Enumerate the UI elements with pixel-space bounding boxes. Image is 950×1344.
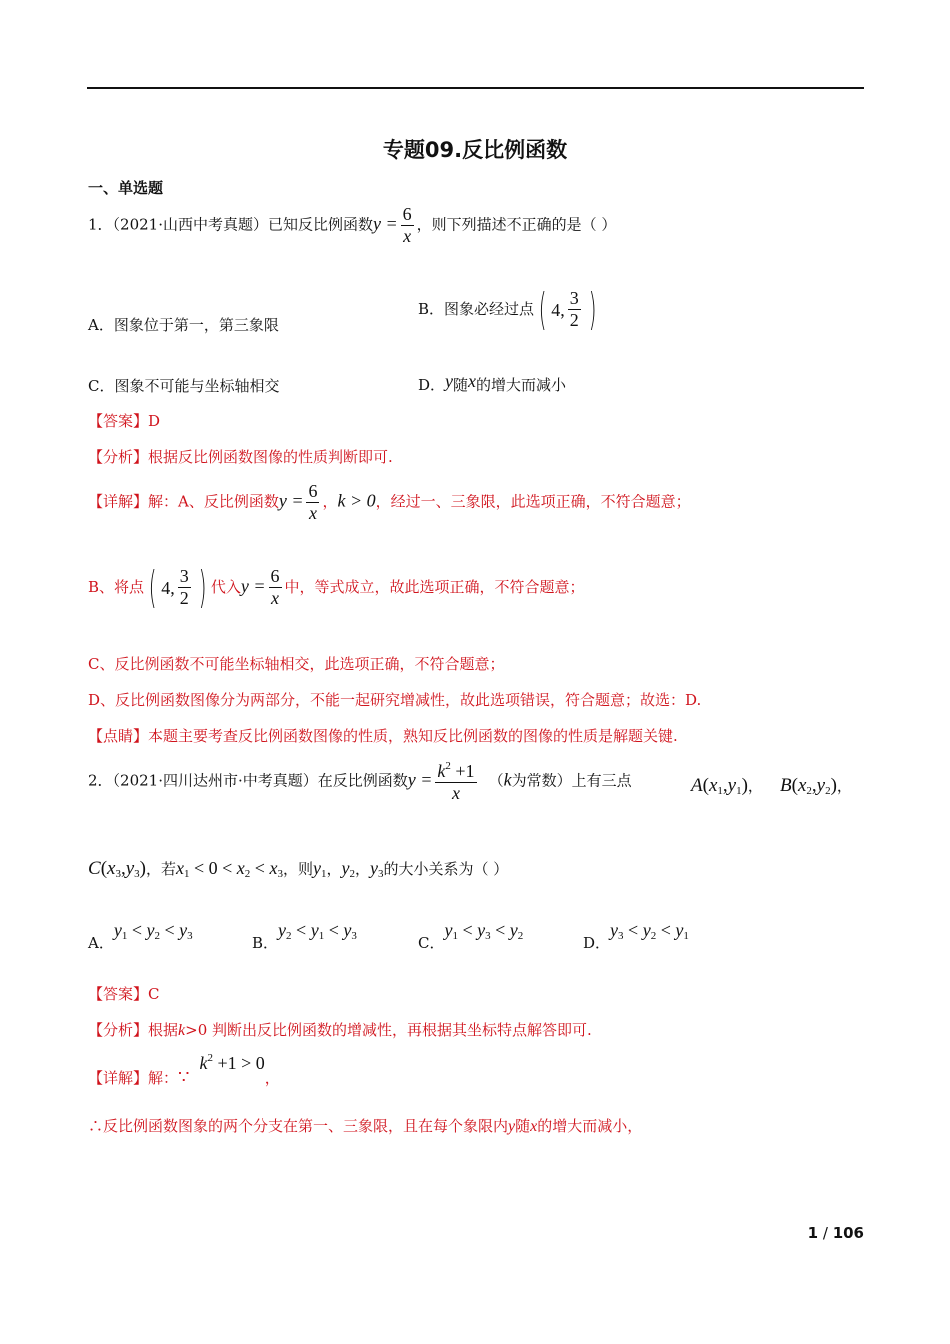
q1-option-d-x: x: [468, 371, 477, 391]
q1-fn-num: 6: [402, 204, 412, 224]
q1-fn-den: x: [403, 225, 412, 246]
q2-fn-k: k: [437, 761, 446, 781]
q2-then: ，则: [282, 860, 313, 878]
q1-option-b: [418, 284, 601, 335]
sep: ，: [354, 860, 370, 878]
q2-detail-expr: $k^2 +1 > 0$: [199, 1052, 265, 1073]
idx: 3: [115, 868, 121, 880]
q2-if: ，若: [145, 860, 176, 878]
q1-detail-b-post: 中，等式成立，故此选项正确，不符合题意；: [284, 578, 585, 596]
opt-label: B．: [252, 934, 279, 952]
q1-detail-b-fraction: [178, 567, 191, 608]
q2-tail: 的大小关系为（ ）: [383, 860, 509, 878]
idx: 1: [717, 785, 723, 797]
q1-detail-b-x: 4,: [161, 577, 175, 598]
sep: ，: [747, 777, 763, 795]
q2-point-a-label: A: [691, 775, 703, 796]
q1-detail-b-fn-num: 6: [270, 566, 280, 587]
q1-detail-comma: ，: [322, 492, 338, 511]
sep: ，: [836, 777, 852, 795]
q2-stem: [88, 760, 632, 803]
q2-answer: 【答案】C: [88, 985, 160, 1003]
q1-detail-fraction: [306, 482, 319, 523]
q1-detail-b-point: [144, 562, 211, 613]
q1-option-b-den: 2: [569, 310, 579, 331]
section-heading: 一、单选题: [88, 179, 164, 197]
opt-label: D．: [583, 934, 611, 952]
comma: ,: [811, 775, 817, 796]
comma: ，: [264, 1069, 280, 1087]
q1-option-a: A．图象位于第一，第三象限: [88, 316, 279, 334]
q1-detail-lhs: y =: [278, 490, 304, 511]
var-y: y: [727, 775, 737, 796]
comma: ,: [120, 858, 126, 879]
sep: ，: [326, 860, 342, 878]
header-rule: [87, 87, 864, 89]
left-paren-icon: (: [148, 562, 157, 613]
q2-stem-line2: [88, 858, 508, 880]
q1-detail-d: D、反比例函数图像分为两部分，不能一起研究增减性，故此选项错误，符合题意；故选：D.: [88, 691, 702, 709]
q1-analysis: 【分析】根据反比例函数图像的性质判断即可.: [88, 448, 393, 466]
q1-option-b-x: 4,: [551, 299, 565, 320]
q1-detail-c: C、反比例函数不可能坐标轴相交，此选项正确，不符合题意；: [88, 655, 505, 673]
var-x: x: [708, 775, 718, 796]
q2-note-k: k: [503, 769, 512, 790]
page-current: 1: [807, 1224, 819, 1242]
q1-detail-b-mid: 代入: [210, 578, 241, 596]
opt-label: A．: [88, 934, 114, 952]
q2-detail-pre: 【详解】解：: [88, 1069, 179, 1087]
q2-y2: $y_2$: [341, 858, 355, 880]
q1-detail-post: ，经过一、三象限，此选项正确，不符合题意；: [375, 492, 691, 511]
q1-comment: 【点睛】本题主要考查反比例函数图像的性质，熟知反比例函数的图像的性质是解题关键.: [88, 727, 678, 745]
q2-analysis: 【分析】根据k>0 判断出反比例函数的增减性，再根据其坐标特点解答即可.: [88, 1021, 592, 1039]
q2-option-b: B．$y_2 < y_1 < y_3$: [252, 920, 357, 952]
comma: ,: [722, 775, 728, 796]
q2-fn-den: x: [451, 782, 460, 803]
q2-option-c: C．$y_1 < y_3 < y_2$: [418, 920, 524, 952]
q1-stem: [88, 205, 616, 246]
page-total: 106: [832, 1224, 864, 1242]
q1-option-d: [418, 371, 566, 395]
q1-detail-b-lhs: y =: [240, 576, 266, 596]
q2-point-c-label: C: [88, 858, 101, 879]
q2-point-a: $A(x_1,y_1)$，: [691, 775, 763, 797]
q1-detail-b-fn-den: x: [271, 588, 280, 609]
q2-note-open: （: [488, 771, 504, 790]
q1-tail: ，则下列描述不正确的是（ ）: [416, 215, 617, 234]
q1-option-b-fraction: [568, 289, 581, 330]
q2-conclusion: ∴反比例函数图象的两个分支在第一、三象限，且在每个象限内y随x的增大而减小，: [88, 1117, 643, 1135]
idx: 3: [134, 868, 140, 880]
idx: 2: [806, 785, 812, 797]
q1-source: （2021·山西中考真题）已知反比例函数: [112, 215, 373, 234]
var-x: x: [797, 775, 807, 796]
q2-fn-exp: 2: [445, 760, 451, 772]
q1-option-b-label: B．图象必经过点: [418, 300, 535, 318]
q2-number: 2．: [88, 771, 113, 790]
q2-fn-num: [435, 760, 476, 783]
q1-option-d-mid: 随: [453, 376, 469, 394]
q1-detail: [88, 482, 691, 523]
q1-number: 1．: [88, 215, 113, 234]
q1-detail-b: [88, 562, 585, 613]
q1-option-c: C．图象不可能与坐标轴相交: [88, 377, 280, 395]
var-y: y: [816, 775, 826, 796]
q2-detail: [88, 1052, 280, 1088]
q2-point-c: $C(x_3,y_3)$: [88, 858, 146, 880]
q2-option-d: D．$y_3 < y_2 < y_1$: [583, 920, 689, 952]
q1-answer: 【答案】D: [88, 412, 161, 430]
var-x: x: [107, 858, 116, 879]
q1-detail-b-den: 2: [179, 588, 189, 609]
var-y: y: [125, 858, 135, 879]
q2-y1: $y_1$: [312, 858, 327, 880]
q1-fn-lhs: y =: [373, 213, 398, 234]
q1-detail-b-num: 3: [179, 566, 189, 587]
left-paren-icon: (: [538, 284, 547, 335]
q2-note-close: 为常数）上有三点: [511, 771, 632, 790]
page-number: [808, 1224, 864, 1242]
q1-detail-k: k > 0: [337, 490, 376, 511]
q2-point-b-label: B: [780, 775, 792, 796]
q1-option-d-label: D．: [418, 376, 446, 394]
q1-detail-den: x: [308, 502, 317, 523]
page-separator: /: [818, 1224, 833, 1242]
q1-detail-num: 6: [308, 481, 318, 501]
q2-source: （2021·四川达州市·中考真题）在反比例函数: [112, 771, 408, 790]
q2-fn-fraction: [435, 760, 476, 803]
q2-fn-lhs: y =: [407, 769, 433, 790]
q2-y3: $y_3$: [370, 858, 384, 880]
because-icon: ∵: [178, 1067, 190, 1088]
q1-option-d-y: y: [445, 371, 454, 391]
q2-fn-rest: +1: [450, 761, 475, 781]
q1-fn-fraction: [401, 205, 414, 246]
idx: 2: [825, 785, 831, 797]
q1-detail-pre: 【详解】解：A、反比例函数: [88, 492, 279, 511]
right-paren-icon: ): [588, 284, 597, 335]
right-paren-icon: ): [198, 562, 207, 613]
q2-option-a: A．$y_1 < y_2 < y_3$: [88, 920, 193, 952]
q1-detail-b-fn: [269, 567, 282, 608]
q1-option-d-post: 的增大而减小: [476, 376, 567, 394]
q2-condition: $x_1 < 0 < x_2 < x_3$: [175, 858, 283, 880]
q1-option-b-num: 3: [569, 288, 579, 309]
q1-option-b-point: [534, 284, 601, 335]
q1-detail-b-pre: B、将点: [88, 578, 145, 596]
opt-label: C．: [418, 934, 445, 952]
page-title: 专题09.反比例函数: [382, 138, 568, 162]
q2-point-b: $B(x_2,y_2)$，: [780, 775, 852, 797]
idx: 1: [736, 785, 742, 797]
